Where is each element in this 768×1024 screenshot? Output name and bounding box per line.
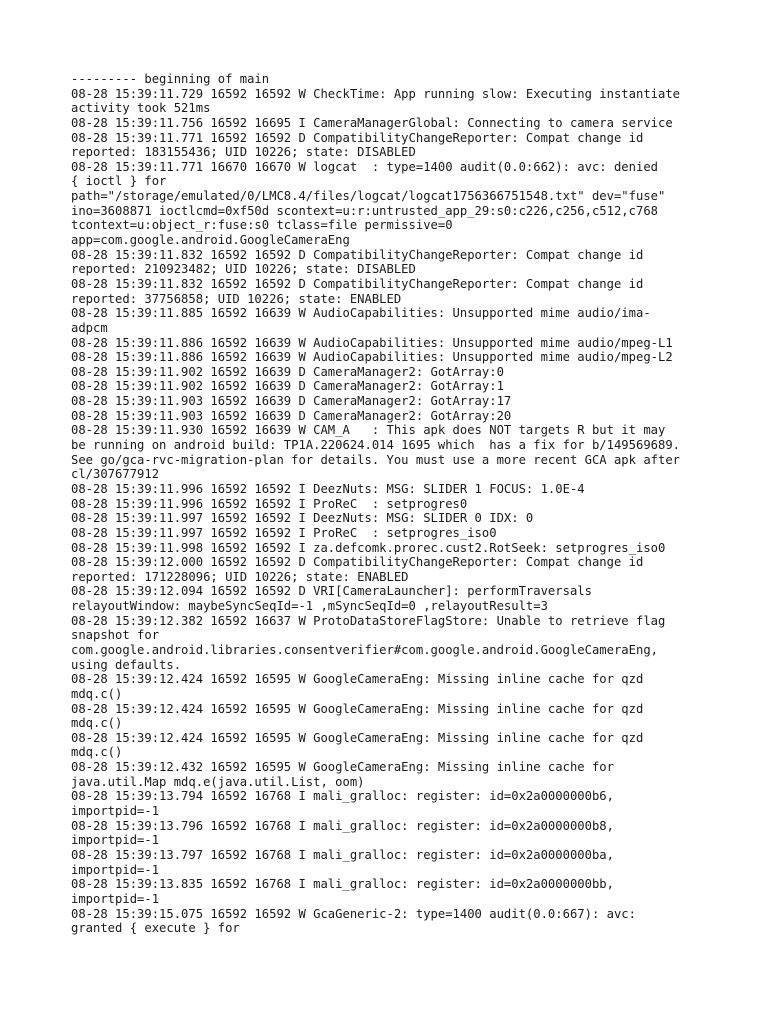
log-line: 08-28 15:39:12.424 16592 16595 W GoogleCameraEng: Missing inline cache for qzd: [71, 730, 644, 745]
log-line: reported: 37756858; UID 10226; state: ENABLED: [71, 291, 402, 306]
log-line: granted { execute } for: [71, 921, 240, 936]
log-line: 08-28 15:39:13.835 16592 16768 I mali_gralloc: register: id=0x2a0000000bb,: [71, 877, 614, 892]
log-line: 08-28 15:39:13.794 16592 16768 I mali_gralloc: register: id=0x2a0000000b6,: [71, 789, 614, 804]
log-line: 08-28 15:39:12.424 16592 16595 W GoogleCameraEng: Missing inline cache for qzd: [71, 672, 644, 687]
log-line: adpcm: [71, 320, 108, 335]
log-line: 08-28 15:39:12.000 16592 16592 D CompatibilityChangeReporter: Compat change id: [71, 555, 644, 570]
log-line: tcontext=u:object_r:fuse:s0 tclass=file permissive=0: [71, 218, 453, 233]
log-line: 08-28 15:39:11.997 16592 16592 I DeezNuts: MSG: SLIDER 0 IDX: 0: [71, 511, 534, 526]
logcat-text-block: [71, 72, 711, 936]
log-line: mdq.c(): [71, 745, 123, 760]
log-line: 08-28 15:39:11.996 16592 16592 I ProReC : setprogres0: [71, 496, 468, 511]
log-line: 08-28 15:39:11.832 16592 16592 D CompatibilityChangeReporter: Compat change id: [71, 247, 644, 262]
log-line: { ioctl } for: [71, 174, 167, 189]
log-line: reported: 171228096; UID 10226; state: ENABLED: [71, 569, 409, 584]
log-line: using defaults.: [71, 657, 182, 672]
log-line: 08-28 15:39:11.998 16592 16592 I za.defcomk.prorec.cust2.RotSeek: setprogres_iso0: [71, 540, 666, 555]
log-line: 08-28 15:39:11.886 16592 16639 W AudioCapabilities: Unsupported mime audio/mpeg-L2: [71, 350, 673, 365]
log-line: See go/gca-rvc-migration-plan for details. You must use a more recent GCA apk after: [71, 452, 681, 467]
log-line: be running on android build: TP1A.220624.014 1695 which has a fix for b/149569689.: [71, 438, 681, 453]
log-line: 08-28 15:39:11.771 16592 16592 D CompatibilityChangeReporter: Compat change id: [71, 130, 644, 145]
log-line: importpid=-1: [71, 891, 160, 906]
log-line: path="/storage/emulated/0/LMC8.4/files/logcat/logcat1756366751548.txt" dev="fuse": [71, 189, 666, 204]
log-line: 08-28 15:39:11.886 16592 16639 W AudioCapabilities: Unsupported mime audio/mpeg-L1: [71, 335, 673, 350]
log-line: 08-28 15:39:13.796 16592 16768 I mali_gralloc: register: id=0x2a0000000b8,: [71, 818, 614, 833]
log-line: 08-28 15:39:15.075 16592 16592 W GcaGeneric-2: type=1400 audit(0.0:667): avc:: [71, 906, 636, 921]
log-line: 08-28 15:39:12.094 16592 16592 D VRI[CameraLauncher]: performTraversals: [71, 584, 592, 599]
log-line: relayoutWindow: maybeSyncSeqId=-1 ,mSyncSeqId=0 ,relayoutResult=3: [71, 599, 548, 614]
log-line: 08-28 15:39:11.996 16592 16592 I DeezNuts: MSG: SLIDER 1 FOCUS: 1.0E-4: [71, 481, 585, 496]
log-line: java.util.Map mdq.e(java.util.List, oom): [71, 774, 365, 789]
log-line: 08-28 15:39:11.930 16592 16639 W CAM_A : This apk does NOT targets R but it may: [71, 423, 666, 438]
log-line: reported: 183155436; UID 10226; state: DISABLED: [71, 145, 416, 160]
log-line: 08-28 15:39:11.903 16592 16639 D CameraManager2: GotArray:17: [71, 394, 512, 409]
log-line: ino=3608871 ioctlcmd=0xf50d scontext=u:r:untrusted_app_29:s0:c226,c256,c512,c768: [71, 203, 658, 218]
log-line: app=com.google.android.GoogleCameraEng: [71, 233, 350, 248]
log-line: importpid=-1: [71, 804, 160, 819]
log-line: 08-28 15:39:11.832 16592 16592 D CompatibilityChangeReporter: Compat change id: [71, 276, 644, 291]
log-line: 08-28 15:39:13.797 16592 16768 I mali_gralloc: register: id=0x2a0000000ba,: [71, 847, 614, 862]
log-line: 08-28 15:39:11.756 16592 16695 I CameraManagerGlobal: Connecting to camera service: [71, 115, 673, 130]
log-line: 08-28 15:39:11.729 16592 16592 W CheckTime: App running slow: Executing instantiate: [71, 86, 681, 101]
log-line: activity took 521ms: [71, 101, 211, 116]
log-line: importpid=-1: [71, 833, 160, 848]
log-line: snapshot for: [71, 628, 160, 643]
log-line: 08-28 15:39:12.424 16592 16595 W GoogleCameraEng: Missing inline cache for qzd: [71, 701, 644, 716]
log-line: 08-28 15:39:11.902 16592 16639 D CameraManager2: GotArray:1: [71, 379, 504, 394]
log-line: 08-28 15:39:11.771 16670 16670 W logcat : type=1400 audit(0.0:662): avc: denied: [71, 159, 658, 174]
log-line: 08-28 15:39:11.885 16592 16639 W AudioCapabilities: Unsupported mime audio/ima-: [71, 306, 651, 321]
log-line: importpid=-1: [71, 862, 160, 877]
log-line: com.google.android.libraries.consentverifier#com.google.android.GoogleCameraEng,: [71, 642, 658, 657]
log-line: 08-28 15:39:11.903 16592 16639 D CameraManager2: GotArray:20: [71, 408, 512, 423]
log-line: mdq.c(): [71, 716, 123, 731]
log-line: reported: 210923482; UID 10226; state: DISABLED: [71, 262, 416, 277]
log-line: 08-28 15:39:11.902 16592 16639 D CameraManager2: GotArray:0: [71, 364, 504, 379]
log-line: 08-28 15:39:12.432 16592 16595 W GoogleCameraEng: Missing inline cache for: [71, 760, 614, 775]
log-line: mdq.c(): [71, 686, 123, 701]
log-line: 08-28 15:39:11.997 16592 16592 I ProReC : setprogres_iso0: [71, 525, 497, 540]
log-line: cl/307677912: [71, 467, 160, 482]
log-line: 08-28 15:39:12.382 16592 16637 W ProtoDataStoreFlagStore: Unable to retrieve flag: [71, 613, 666, 628]
log-line: --------- beginning of main: [71, 72, 270, 86]
